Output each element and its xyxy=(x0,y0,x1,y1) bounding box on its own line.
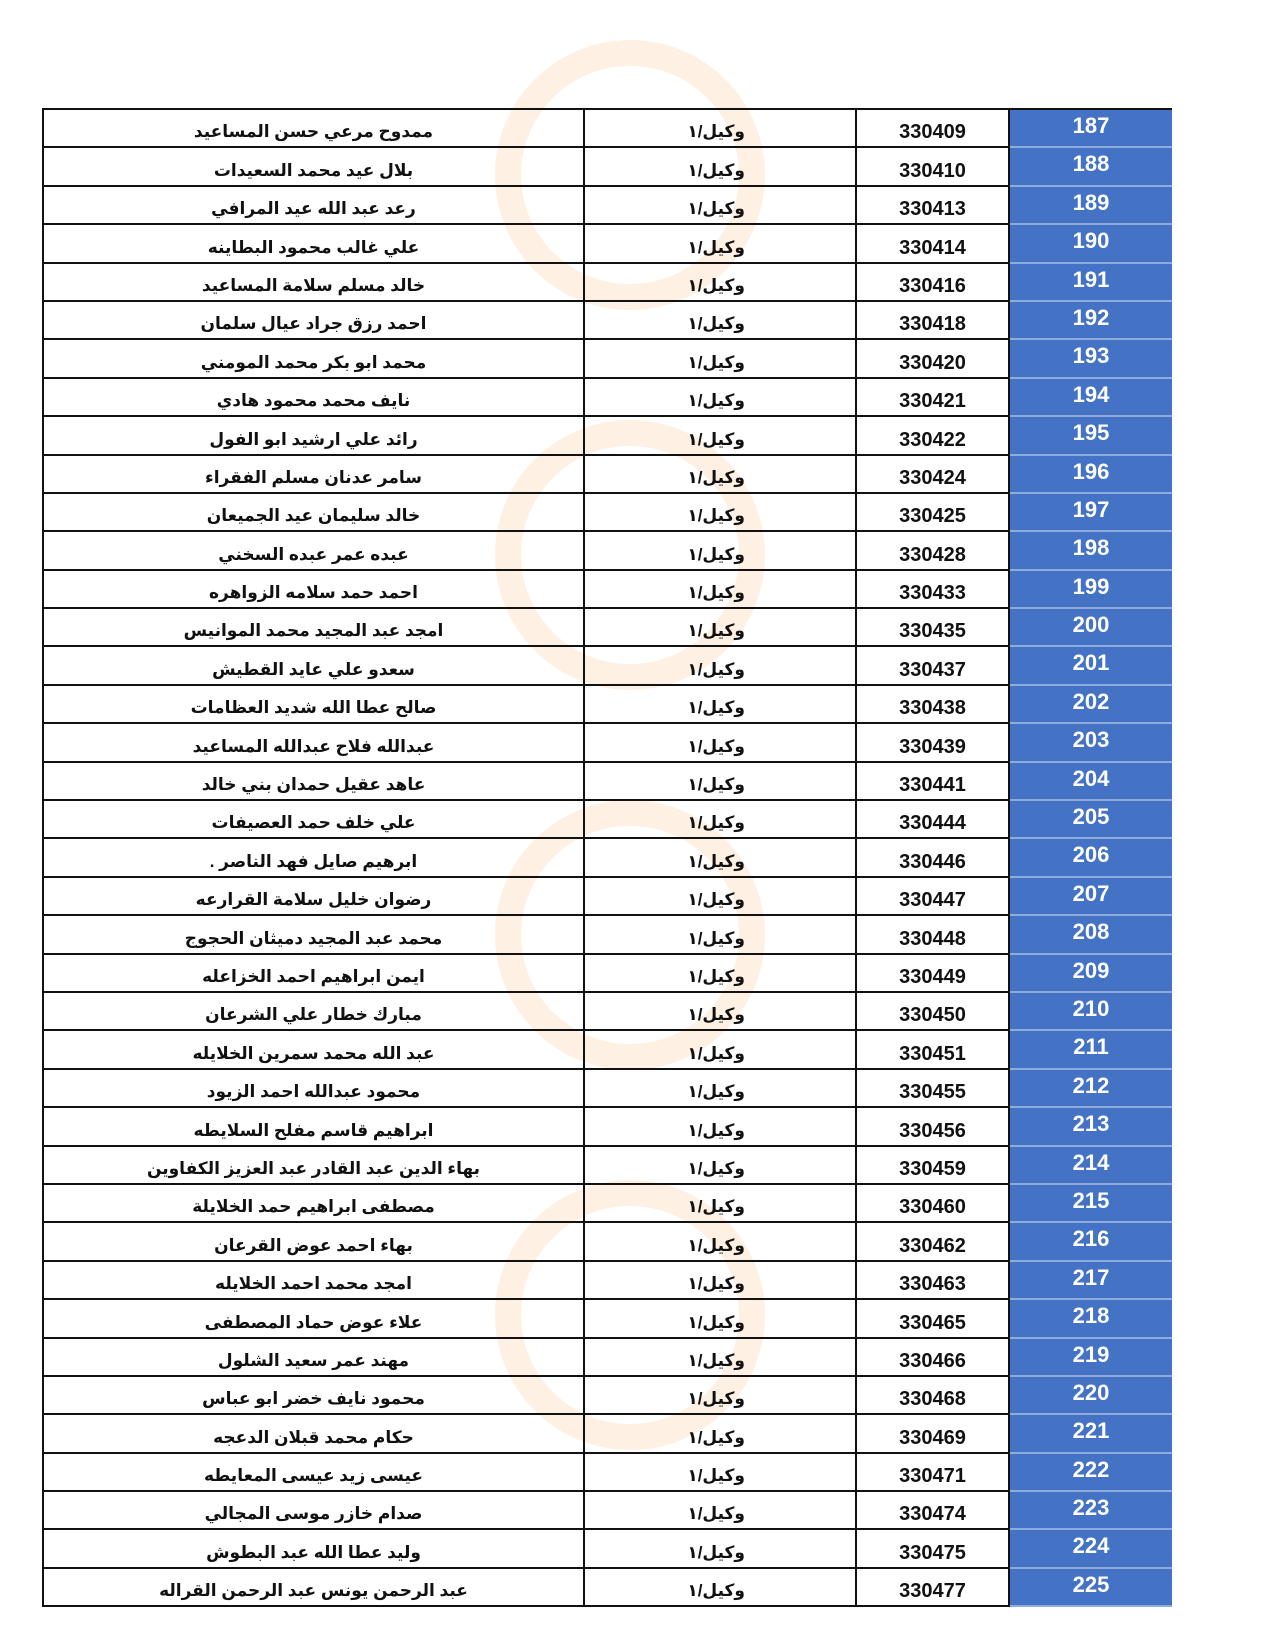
row-number-cell: 215 xyxy=(1009,1184,1172,1222)
table-row xyxy=(43,416,1172,454)
table-row xyxy=(43,800,1172,838)
rank-cell: وكيل/١ xyxy=(584,1414,856,1452)
row-number-cell: 211 xyxy=(1009,1030,1172,1068)
rank-cell: وكيل/١ xyxy=(584,1568,856,1606)
name-cell: عيسى زيد عيسى المعايطه xyxy=(43,1453,584,1491)
row-number-cell: 217 xyxy=(1009,1261,1172,1299)
row-number-cell: 212 xyxy=(1009,1069,1172,1107)
name-cell: احمد رزق جراد عيال سلمان xyxy=(43,301,584,339)
id-cell: 330477 xyxy=(856,1568,1009,1606)
name-cell: علي غالب محمود البطاينه xyxy=(43,224,584,262)
name-cell: ممدوح مرعي حسن المساعيد xyxy=(43,109,584,147)
name-cell: محمود نايف خضر ابو عباس xyxy=(43,1376,584,1414)
rank-cell: وكيل/١ xyxy=(584,608,856,646)
rank-cell: وكيل/١ xyxy=(584,1338,856,1376)
rank-cell: وكيل/١ xyxy=(584,1222,856,1260)
name-cell: عبدالله فلاح عبدالله المساعيد xyxy=(43,723,584,761)
id-cell: 330433 xyxy=(856,570,1009,608)
row-number-cell: 199 xyxy=(1009,570,1172,608)
table-row xyxy=(43,1184,1172,1222)
table-row xyxy=(43,685,1172,723)
id-cell: 330474 xyxy=(856,1491,1009,1529)
id-cell: 330462 xyxy=(856,1222,1009,1260)
id-cell: 330439 xyxy=(856,723,1009,761)
name-cell: عاهد عقيل حمدان بني خالد xyxy=(43,762,584,800)
row-number-cell: 194 xyxy=(1009,378,1172,416)
table-row xyxy=(43,1491,1172,1529)
table-row xyxy=(43,531,1172,569)
rank-cell: وكيل/١ xyxy=(584,301,856,339)
rank-cell: وكيل/١ xyxy=(584,531,856,569)
rank-cell: وكيل/١ xyxy=(584,1529,856,1567)
id-cell: 330437 xyxy=(856,646,1009,684)
rank-cell: وكيل/١ xyxy=(584,1453,856,1491)
name-cell: احمد حمد سلامه الزواهره xyxy=(43,570,584,608)
name-cell: محمود عبدالله احمد الزيود xyxy=(43,1069,584,1107)
name-cell: عبده عمر عبده السخني xyxy=(43,531,584,569)
id-cell: 330409 xyxy=(856,109,1009,147)
table-row xyxy=(43,301,1172,339)
name-cell: صدام خازر موسى المجالي xyxy=(43,1491,584,1529)
row-number-cell: 214 xyxy=(1009,1146,1172,1184)
id-cell: 330448 xyxy=(856,915,1009,953)
rank-cell: وكيل/١ xyxy=(584,1030,856,1068)
row-number-cell: 195 xyxy=(1009,416,1172,454)
name-cell: خالد مسلم سلامة المساعيد xyxy=(43,263,584,301)
id-cell: 330449 xyxy=(856,954,1009,992)
id-cell: 330424 xyxy=(856,455,1009,493)
table-row xyxy=(43,1107,1172,1145)
row-number-cell: 197 xyxy=(1009,493,1172,531)
id-cell: 330446 xyxy=(856,838,1009,876)
id-cell: 330451 xyxy=(856,1030,1009,1068)
row-number-cell: 221 xyxy=(1009,1414,1172,1452)
id-cell: 330418 xyxy=(856,301,1009,339)
table-row xyxy=(43,1529,1172,1567)
rank-cell: وكيل/١ xyxy=(584,762,856,800)
id-cell: 330450 xyxy=(856,992,1009,1030)
row-number-cell: 189 xyxy=(1009,186,1172,224)
rank-cell: وكيل/١ xyxy=(584,455,856,493)
name-cell: محمد عبد المجيد دميثان الحجوج xyxy=(43,915,584,953)
name-cell: امجد عبد المجيد محمد الموانيس xyxy=(43,608,584,646)
table-row xyxy=(43,992,1172,1030)
table-row xyxy=(43,263,1172,301)
name-cell: بلال عيد محمد السعيدات xyxy=(43,147,584,185)
row-number-cell: 223 xyxy=(1009,1491,1172,1529)
table-row xyxy=(43,455,1172,493)
name-cell: عبد الرحمن يونس عبد الرحمن القراله xyxy=(43,1568,584,1606)
name-cell: وليد عطا الله عبد البطوش xyxy=(43,1529,584,1567)
id-cell: 330471 xyxy=(856,1453,1009,1491)
table-row xyxy=(43,608,1172,646)
rank-cell: وكيل/١ xyxy=(584,992,856,1030)
table-row xyxy=(43,646,1172,684)
rank-cell: وكيل/١ xyxy=(584,570,856,608)
name-cell: رضوان خليل سلامة القرارعه xyxy=(43,877,584,915)
personnel-table xyxy=(42,108,1172,1607)
row-number-cell: 224 xyxy=(1009,1529,1172,1567)
name-cell: مصطفى ابراهيم حمد الخلايلة xyxy=(43,1184,584,1222)
table-row xyxy=(43,762,1172,800)
rank-cell: وكيل/١ xyxy=(584,723,856,761)
table-row xyxy=(43,1414,1172,1452)
table-row xyxy=(43,339,1172,377)
table-row xyxy=(43,915,1172,953)
name-cell: حكام محمد قبلان الدعجه xyxy=(43,1414,584,1452)
id-cell: 330425 xyxy=(856,493,1009,531)
name-cell: علاء عوض حماد المصطفى xyxy=(43,1299,584,1337)
id-cell: 330435 xyxy=(856,608,1009,646)
row-number-cell: 216 xyxy=(1009,1222,1172,1260)
table-row xyxy=(43,1146,1172,1184)
rank-cell: وكيل/١ xyxy=(584,685,856,723)
rank-cell: وكيل/١ xyxy=(584,1069,856,1107)
row-number-cell: 198 xyxy=(1009,531,1172,569)
rank-cell: وكيل/١ xyxy=(584,1376,856,1414)
row-number-cell: 219 xyxy=(1009,1338,1172,1376)
row-number-cell: 192 xyxy=(1009,301,1172,339)
rank-cell: وكيل/١ xyxy=(584,339,856,377)
table-row xyxy=(43,1030,1172,1068)
name-cell: بهاء احمد عوض القرعان xyxy=(43,1222,584,1260)
rank-cell: وكيل/١ xyxy=(584,109,856,147)
rank-cell: وكيل/١ xyxy=(584,224,856,262)
id-cell: 330460 xyxy=(856,1184,1009,1222)
id-cell: 330456 xyxy=(856,1107,1009,1145)
id-cell: 330469 xyxy=(856,1414,1009,1452)
rank-cell: وكيل/١ xyxy=(584,263,856,301)
id-cell: 330414 xyxy=(856,224,1009,262)
name-cell: ابراهيم قاسم مفلح السلايطه xyxy=(43,1107,584,1145)
rank-cell: وكيل/١ xyxy=(584,378,856,416)
row-number-cell: 202 xyxy=(1009,685,1172,723)
row-number-cell: 193 xyxy=(1009,339,1172,377)
table-row xyxy=(43,147,1172,185)
name-cell: خالد سليمان عيد الجميعان xyxy=(43,493,584,531)
rank-cell: وكيل/١ xyxy=(584,646,856,684)
row-number-cell: 200 xyxy=(1009,608,1172,646)
rank-cell: وكيل/١ xyxy=(584,915,856,953)
id-cell: 330441 xyxy=(856,762,1009,800)
rank-cell: وكيل/١ xyxy=(584,1299,856,1337)
name-cell: رائد علي ارشيد ابو الفول xyxy=(43,416,584,454)
name-cell: ايمن ابراهيم احمد الخزاعله xyxy=(43,954,584,992)
rank-cell: وكيل/١ xyxy=(584,186,856,224)
row-number-cell: 218 xyxy=(1009,1299,1172,1337)
table-row xyxy=(43,493,1172,531)
row-number-cell: 220 xyxy=(1009,1376,1172,1414)
row-number-cell: 201 xyxy=(1009,646,1172,684)
name-cell: سامر عدنان مسلم الفقراء xyxy=(43,455,584,493)
id-cell: 330413 xyxy=(856,186,1009,224)
name-cell: امجد محمد احمد الخلايله xyxy=(43,1261,584,1299)
rank-cell: وكيل/١ xyxy=(584,147,856,185)
rank-cell: وكيل/١ xyxy=(584,1107,856,1145)
table-row xyxy=(43,1453,1172,1491)
row-number-cell: 190 xyxy=(1009,224,1172,262)
id-cell: 330475 xyxy=(856,1529,1009,1567)
name-cell: محمد ابو بكر محمد المومني xyxy=(43,339,584,377)
table-row xyxy=(43,838,1172,876)
table-row xyxy=(43,570,1172,608)
row-number-cell: 196 xyxy=(1009,455,1172,493)
rank-cell: وكيل/١ xyxy=(584,954,856,992)
row-number-cell: 205 xyxy=(1009,800,1172,838)
rank-cell: وكيل/١ xyxy=(584,838,856,876)
row-number-cell: 203 xyxy=(1009,723,1172,761)
name-cell: علي خلف حمد العصيفات xyxy=(43,800,584,838)
table-row xyxy=(43,1222,1172,1260)
name-cell: سعدو علي عايد القطيش xyxy=(43,646,584,684)
id-cell: 330416 xyxy=(856,263,1009,301)
id-cell: 330444 xyxy=(856,800,1009,838)
id-cell: 330420 xyxy=(856,339,1009,377)
row-number-cell: 213 xyxy=(1009,1107,1172,1145)
row-number-cell: 208 xyxy=(1009,915,1172,953)
row-number-cell: 188 xyxy=(1009,147,1172,185)
table-row xyxy=(43,1299,1172,1337)
rank-cell: وكيل/١ xyxy=(584,877,856,915)
table-row xyxy=(43,109,1172,147)
id-cell: 330459 xyxy=(856,1146,1009,1184)
id-cell: 330438 xyxy=(856,685,1009,723)
row-number-cell: 225 xyxy=(1009,1568,1172,1606)
id-cell: 330466 xyxy=(856,1338,1009,1376)
row-number-cell: 204 xyxy=(1009,762,1172,800)
table-row xyxy=(43,723,1172,761)
row-number-cell: 191 xyxy=(1009,263,1172,301)
id-cell: 330447 xyxy=(856,877,1009,915)
table-row xyxy=(43,378,1172,416)
name-cell: رعد عبد الله عيد المرافي xyxy=(43,186,584,224)
rank-cell: وكيل/١ xyxy=(584,416,856,454)
row-number-cell: 209 xyxy=(1009,954,1172,992)
rank-cell: وكيل/١ xyxy=(584,1261,856,1299)
table-row xyxy=(43,1069,1172,1107)
name-cell: مهند عمر سعيد الشلول xyxy=(43,1338,584,1376)
name-cell: ابرهيم صايل فهد الناصر . xyxy=(43,838,584,876)
name-cell: عبد الله محمد سمرين الخلايله xyxy=(43,1030,584,1068)
row-number-cell: 222 xyxy=(1009,1453,1172,1491)
name-cell: صالح عطا الله شديد العظامات xyxy=(43,685,584,723)
rank-cell: وكيل/١ xyxy=(584,1184,856,1222)
rank-cell: وكيل/١ xyxy=(584,493,856,531)
table-row xyxy=(43,954,1172,992)
rank-cell: وكيل/١ xyxy=(584,800,856,838)
table-row xyxy=(43,224,1172,262)
table-row xyxy=(43,1338,1172,1376)
table-row xyxy=(43,1568,1172,1606)
id-cell: 330422 xyxy=(856,416,1009,454)
id-cell: 330465 xyxy=(856,1299,1009,1337)
table-row xyxy=(43,1261,1172,1299)
table-row xyxy=(43,877,1172,915)
id-cell: 330421 xyxy=(856,378,1009,416)
name-cell: مبارك خطار علي الشرعان xyxy=(43,992,584,1030)
row-number-cell: 206 xyxy=(1009,838,1172,876)
name-cell: بهاء الدين عبد القادر عبد العزيز الكفاوين xyxy=(43,1146,584,1184)
table-row xyxy=(43,186,1172,224)
id-cell: 330463 xyxy=(856,1261,1009,1299)
row-number-cell: 207 xyxy=(1009,877,1172,915)
name-cell: نايف محمد محمود هادي xyxy=(43,378,584,416)
id-cell: 330410 xyxy=(856,147,1009,185)
id-cell: 330455 xyxy=(856,1069,1009,1107)
row-number-cell: 210 xyxy=(1009,992,1172,1030)
rank-cell: وكيل/١ xyxy=(584,1491,856,1529)
id-cell: 330428 xyxy=(856,531,1009,569)
row-number-cell: 187 xyxy=(1009,109,1172,147)
rank-cell: وكيل/١ xyxy=(584,1146,856,1184)
id-cell: 330468 xyxy=(856,1376,1009,1414)
table-row xyxy=(43,1376,1172,1414)
